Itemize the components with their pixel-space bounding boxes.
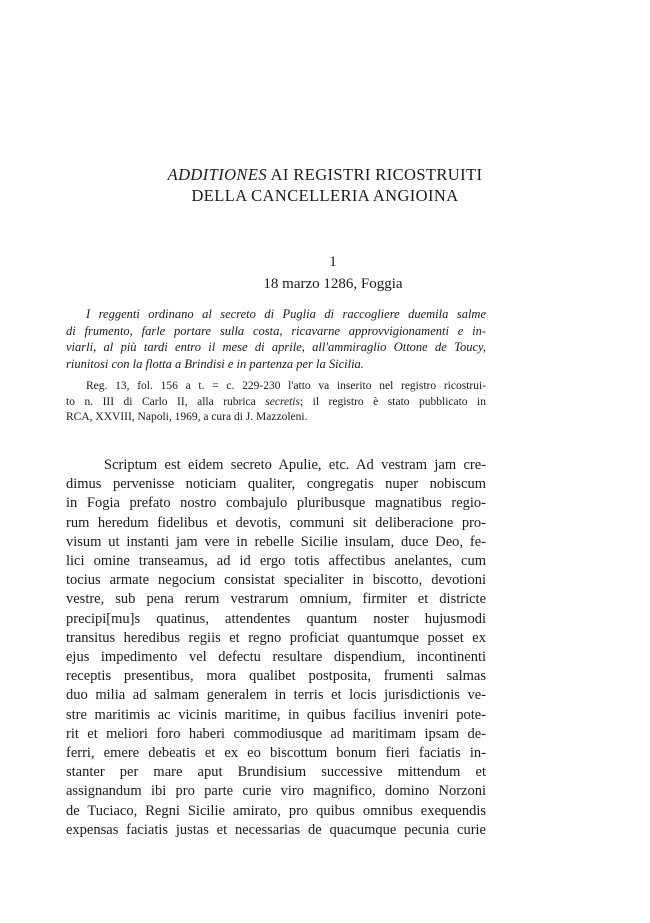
document-body: [66, 456, 486, 840]
note-italic: secretis: [265, 395, 300, 408]
body-line: dimus pervenisse noticiam qualiter, congregatis nuper nobiscum: [66, 476, 486, 493]
document-date: 18 marzo 1286, Foggia: [263, 276, 403, 292]
body-line: receptis presentibus, mora qualibet postposita, frumenti salmas: [66, 668, 486, 685]
title-line-1-rest: AI REGISTRI RICOSTRUITI: [266, 165, 483, 184]
body-line: tocius armate negocium consistat specialiter in biscotto, devotioni: [66, 572, 486, 589]
summary-regesto: [66, 306, 486, 372]
body-line: lici omine transeamus, ad id ergo totis affectibus anelantes, cum: [66, 553, 486, 570]
body-line: vestre, sub pena rerum vestrarum omnium, firmiter et districte: [66, 591, 486, 608]
body-line: rum heredum fidelibus et devotis, communi sit deliberacione pro-: [66, 514, 486, 531]
title-line-1: [0, 164, 650, 185]
body-line: stanter per mare aput Brundisium successive mittendum et: [66, 764, 486, 781]
archival-note: [66, 379, 486, 426]
body-line: in Fogia prefato nostro combajulo pluribusque magnatibus regio-: [66, 495, 486, 512]
body-line: ferri, emere debeatis et ex eo biscottum bonum fieri faciatis in-: [66, 745, 486, 762]
body-line: de Tuciaco, Regni Sicilie amirato, pro quibus omnibus exequendis: [66, 802, 486, 819]
title-line-2: DELLA CANCELLERIA ANGIOINA: [191, 186, 459, 205]
note-line: Reg. 13, fol. 156 a t. = c. 229-230 l'atto va inserito nel registro ricostrui-: [86, 380, 486, 392]
body-line: assignandum ibi pro parte curie viro magnifico, domino Norzoni: [66, 783, 486, 800]
page-title: [0, 164, 650, 206]
body-line: expensas faciatis justas et necessarias de quacumque pecunia curie: [66, 821, 486, 838]
summary-line: riunitosi con la flotta a Brindisi e in partenza per la Sicilia.: [66, 356, 364, 371]
summary-line: viarli, al più tardi entro il mese di aprile, all'ammiraglio Ottone de Toucy,: [66, 340, 486, 355]
document-number: 1: [329, 254, 337, 270]
body-line: precipi[mu]s quatinus, attendentes quantum noster hujusmodi: [66, 610, 486, 627]
note-line-2-pre: to n. III di Carlo II, alla rubrica: [66, 395, 266, 408]
body-line: ejus impedimento vel defectu resultare dispendium, incontinenti: [66, 649, 486, 666]
note-line: RCA, XXVIII, Napoli, 1969, a cura di J. Mazzoleni.: [66, 411, 308, 423]
title-italic: ADDITIONES: [167, 165, 267, 184]
body-line: stre maritimis ac vicinis maritime, in quibus facilius inveniri pote-: [66, 706, 486, 723]
body-line: rit et meliori foro haberi commodiusque ad maritimam ipsam de-: [66, 725, 486, 742]
note-line-2-post: ; il registro è stato pubblicato in: [299, 395, 487, 408]
note-line: [66, 395, 486, 411]
summary-line: di frumento, farle portare sulla costa, ricavarne approvvigionamenti e in-: [66, 323, 486, 338]
body-line: Scriptum est eidem secreto Apulie, etc. Ad vestram jam cre-: [104, 457, 486, 473]
body-line: transitus heredibus regiis et regno proficiat quantumque posset ex: [66, 629, 486, 646]
body-line: duo milia ad salmam generalem in terris et locis jurisdictionis ve-: [66, 687, 486, 704]
summary-line: I reggenti ordinano al secreto di Puglia di raccogliere duemila salme: [86, 307, 486, 321]
body-line: visum ut instanti jam vere in rebelle Sicilie insulam, duce Deo, fe-: [66, 533, 486, 550]
